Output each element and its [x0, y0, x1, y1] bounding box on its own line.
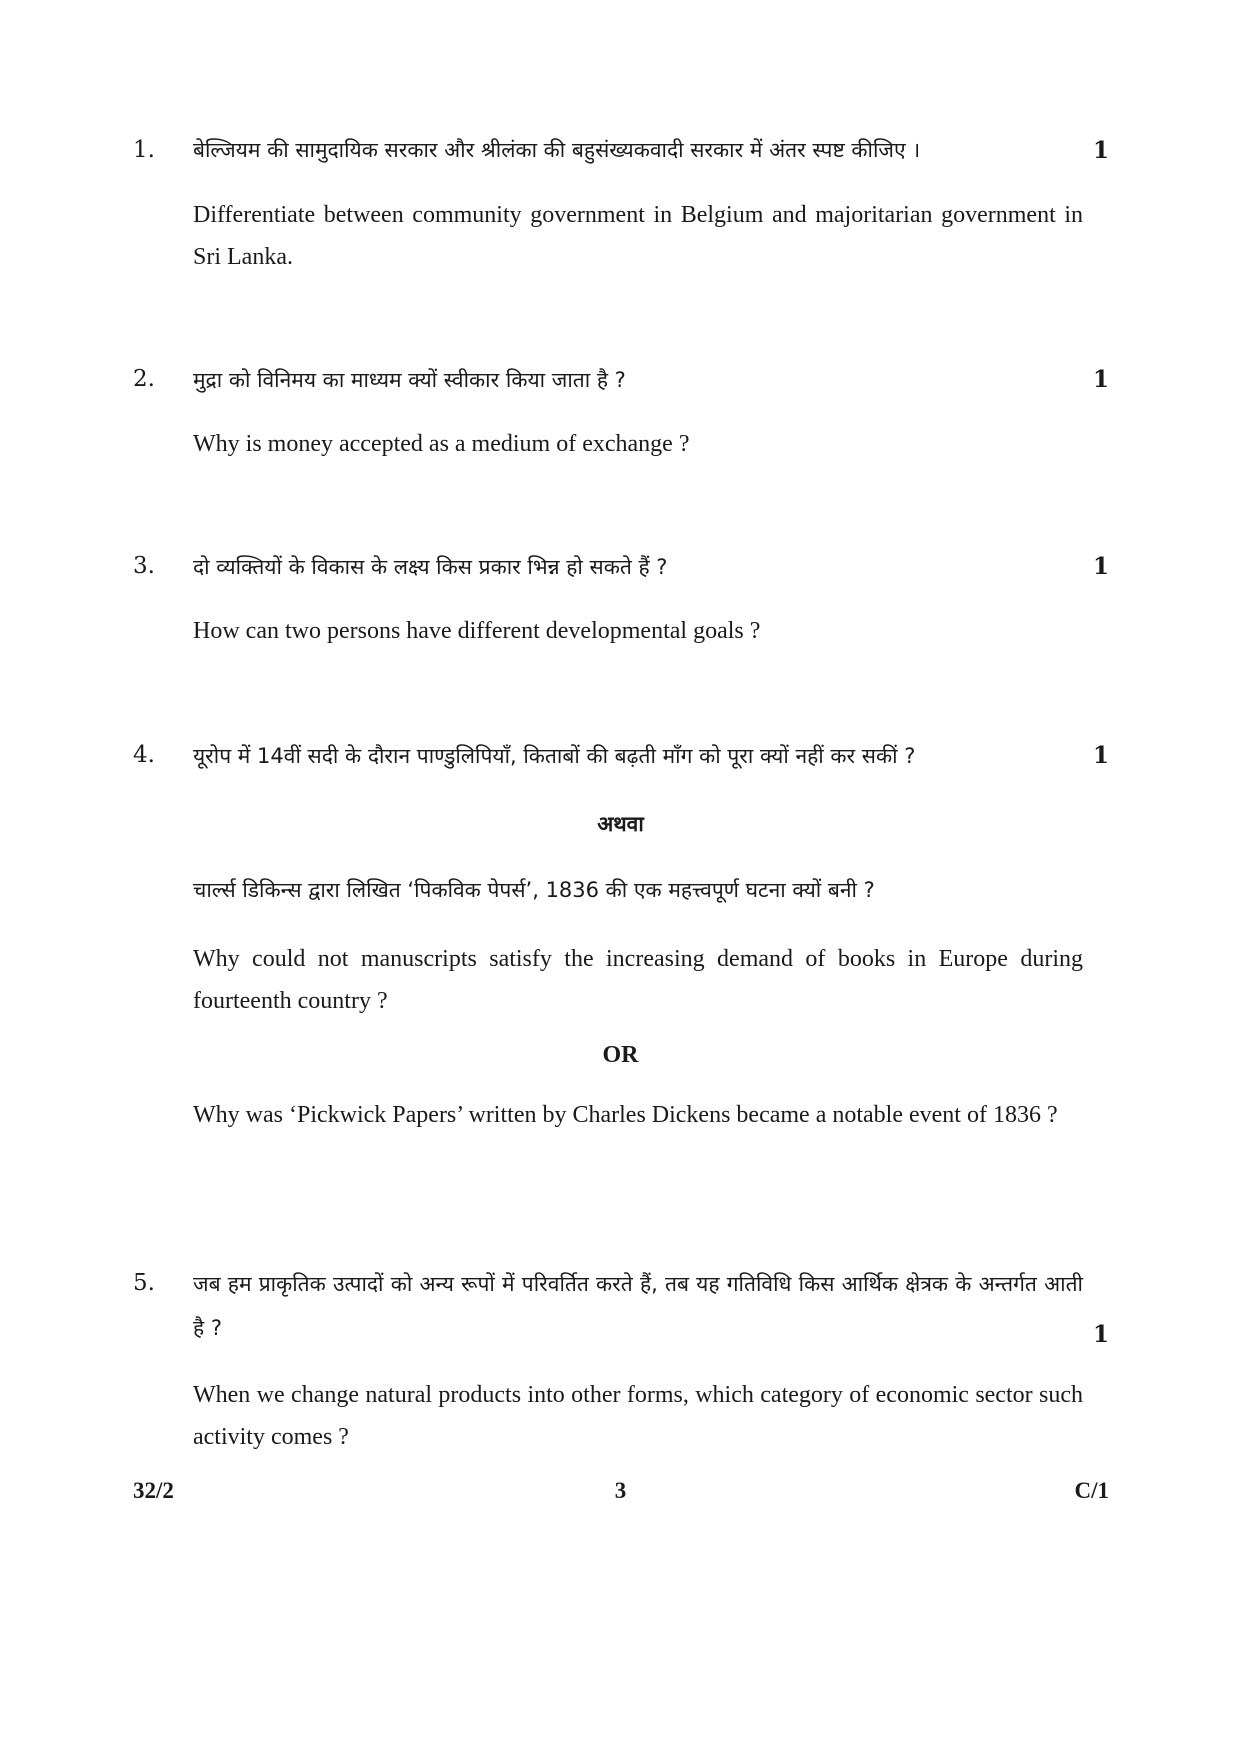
question-5-number: 5. — [133, 1270, 155, 1296]
question-4-english-or-label: OR — [602, 1042, 639, 1068]
footer-page-number: 3 — [614, 1478, 627, 1503]
footer-paper-code: 32/2 — [133, 1478, 174, 1503]
question-4-hindi-or-label: अथवा — [597, 812, 644, 836]
question-4-english: Why could not manuscripts satisfy the increasing demand of books in Europe during fourteenth country ? — [193, 946, 1083, 1014]
question-5-english: When we change natural products into other forms, which category of economic sector such activity comes ? — [193, 1382, 1083, 1450]
question-4-marks: 1 — [1092, 742, 1109, 769]
question-5-hindi: जब हम प्राकृतिक उत्पादों को अन्य रूपों में परिवर्तित करते हैं, तब यह गतिविधि किस आर्थिक क्षेत्रक के अन्तर्गत आती है ? — [193, 1272, 1083, 1340]
question-4-hindi-alternative: चार्ल्स डिकिन्स द्वारा लिखित ‘पिकविक पेपर्स’, 1836 की एक महत्त्वपूर्ण घटना क्यों बनी ? — [193, 878, 875, 902]
question-4-number: 4. — [133, 742, 155, 768]
question-3-hindi: दो व्यक्तियों के विकास के लक्ष्य किस प्रकार भिन्न हो सकते हैं ? — [193, 555, 668, 579]
question-2-hindi: मुद्रा को विनिमय का माध्यम क्यों स्वीकार किया जाता है ? — [193, 368, 626, 392]
question-2-number: 2. — [133, 366, 155, 392]
question-1-number: 1. — [133, 137, 155, 163]
question-4-hindi: यूरोप में 14वीं सदी के दौरान पाण्डुलिपियाँ, किताबों की बढ़ती माँग को पूरा क्यों नहीं कर सकीं ? — [193, 744, 916, 768]
question-3-number: 3. — [133, 553, 155, 579]
question-1-marks: 1 — [1092, 137, 1109, 164]
question-3-english: How can two persons have different developmental goals ? — [193, 618, 761, 644]
footer-set-code: C/1 — [1074, 1478, 1109, 1503]
question-5-marks: 1 — [1092, 1321, 1109, 1348]
question-2-marks: 1 — [1092, 366, 1109, 393]
question-3-marks: 1 — [1092, 553, 1109, 580]
question-2-english: Why is money accepted as a medium of exchange ? — [193, 431, 690, 457]
question-1-hindi: बेल्जियम की सामुदायिक सरकार और श्रीलंका की बहुसंख्यकवादी सरकार में अंतर स्पष्ट कीजिए । — [193, 138, 921, 162]
question-4-english-alternative: Why was ‘Pickwick Papers’ written by Charles Dickens became a notable event of 1836 ? — [193, 1102, 1058, 1128]
question-1-english: Differentiate between community government in Belgium and majoritarian government in Sri Lanka. — [193, 202, 1083, 270]
